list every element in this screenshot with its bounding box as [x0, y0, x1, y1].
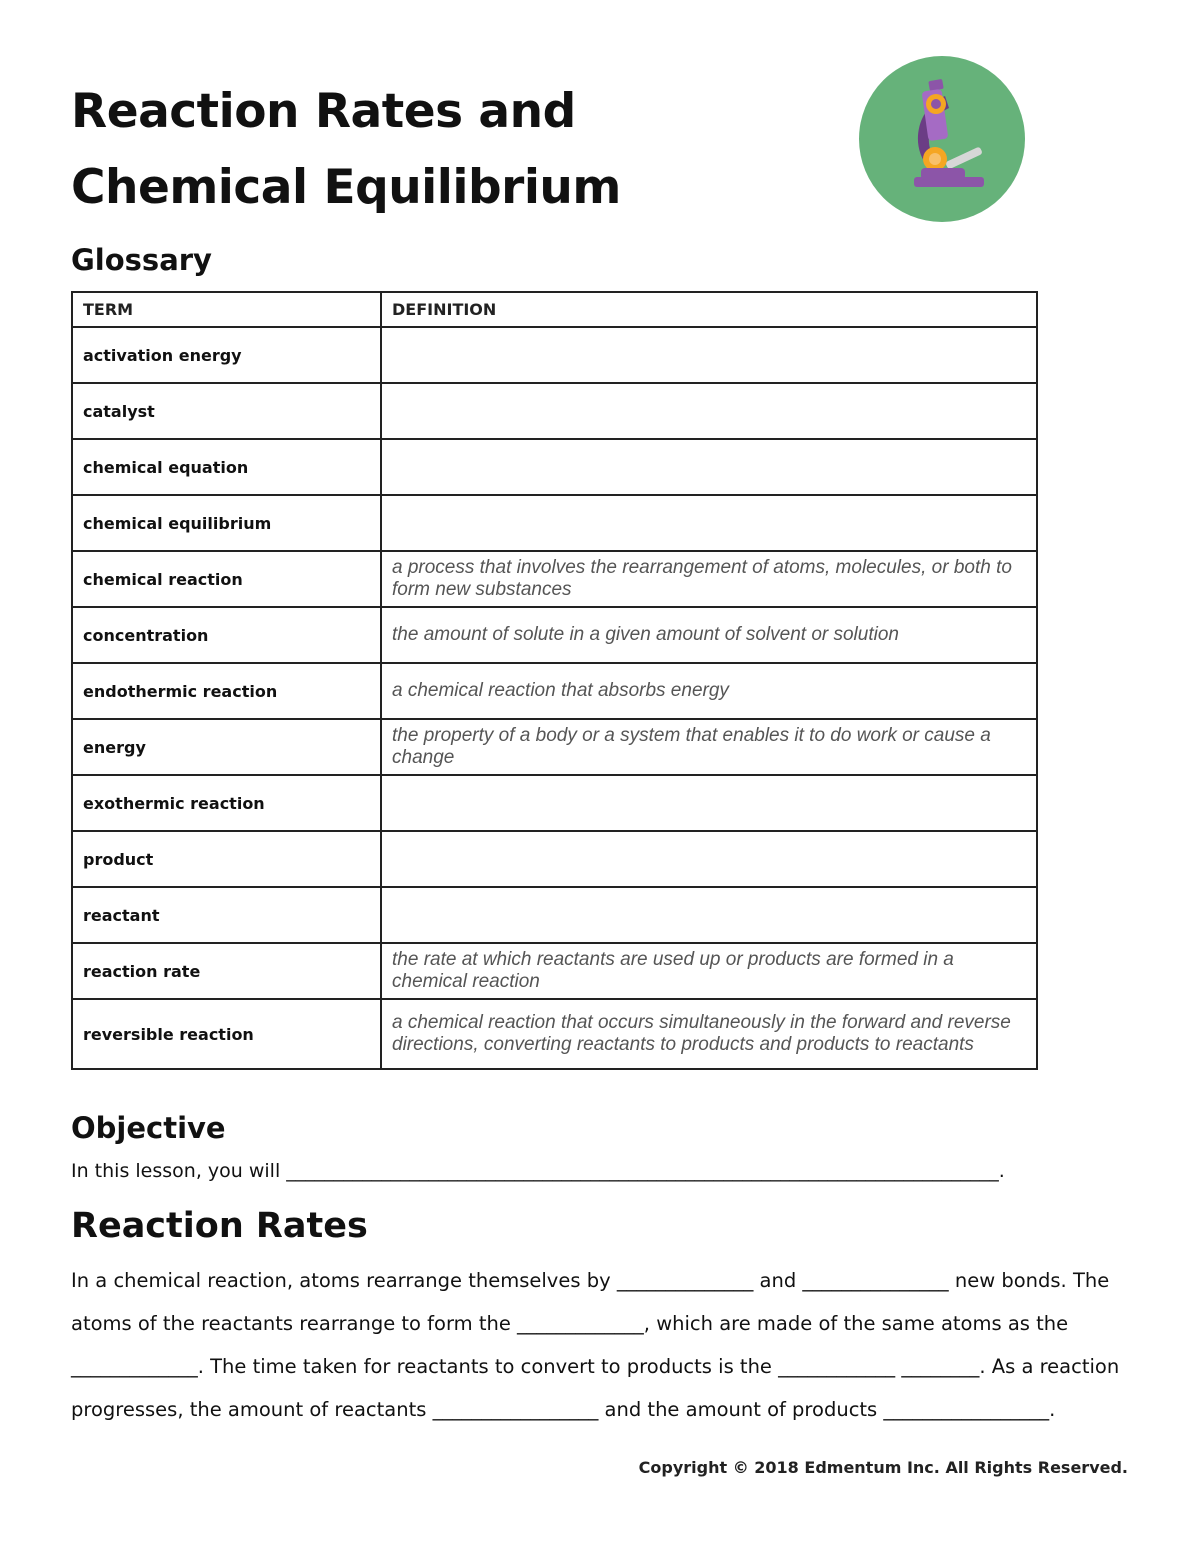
title-line-2: Chemical Equilibrium — [71, 160, 621, 215]
paragraph-text: In a chemical reaction, atoms rearrange themselves by — [71, 1269, 617, 1292]
definition-cell: a chemical reaction that absorbs energy — [381, 663, 1037, 719]
microscope-icon — [859, 56, 1025, 222]
objective-period: . — [998, 1160, 1005, 1182]
glossary-table — [71, 291, 1038, 1070]
term-cell: endothermic reaction — [72, 663, 381, 719]
table-row — [72, 663, 1037, 719]
paragraph-text: . As a reaction progresses, the amount of reactants — [71, 1355, 1120, 1421]
fill-in-blank[interactable]: _________________ — [883, 1398, 1050, 1421]
reaction-rates-paragraph — [71, 1259, 1141, 1431]
fill-in-blank[interactable]: ____________ — [778, 1355, 896, 1378]
definition-cell[interactable] — [381, 775, 1037, 831]
definition-cell[interactable] — [381, 887, 1037, 943]
definition-cell: a process that involves the rearrangement of atoms, molecules, or both to form new substances — [381, 551, 1037, 607]
objective-heading: Objective — [71, 1111, 226, 1145]
definition-cell[interactable] — [381, 327, 1037, 383]
definition-cell: the amount of solute in a given amount of solvent or solution — [381, 607, 1037, 663]
definition-cell[interactable] — [381, 831, 1037, 887]
column-header-definition: DEFINITION — [381, 292, 1037, 327]
table-row — [72, 495, 1037, 551]
table-row — [72, 439, 1037, 495]
definition-cell[interactable] — [381, 495, 1037, 551]
objective-blank[interactable]: ___________________________________________________________________________ — [286, 1160, 999, 1182]
definition-cell[interactable] — [381, 439, 1037, 495]
definition-cell[interactable] — [381, 383, 1037, 439]
table-row — [72, 831, 1037, 887]
title-line-1: Reaction Rates and — [71, 84, 576, 139]
glossary-heading: Glossary — [71, 243, 212, 277]
table-row — [72, 999, 1037, 1069]
reaction-rates-heading: Reaction Rates — [71, 1206, 368, 1246]
paragraph-text: . The time taken for reactants to convert to products is the — [197, 1355, 779, 1378]
column-header-term: TERM — [72, 292, 381, 327]
term-cell: reactant — [72, 887, 381, 943]
term-cell: energy — [72, 719, 381, 775]
term-cell: activation energy — [72, 327, 381, 383]
paragraph-text: , which are made of the same atoms as the — [643, 1312, 1069, 1335]
table-row — [72, 327, 1037, 383]
definition-cell: the rate at which reactants are used up or products are formed in a chemical reaction — [381, 943, 1037, 999]
term-cell: reversible reaction — [72, 999, 381, 1069]
paragraph-text: and the amount of products — [598, 1398, 884, 1421]
term-cell: concentration — [72, 607, 381, 663]
definition-cell: a chemical reaction that occurs simultaneously in the forward and reverse directions, converting reactants to products and products to reactants — [381, 999, 1037, 1069]
table-row — [72, 719, 1037, 775]
fill-in-blank[interactable]: ________ — [901, 1355, 980, 1378]
objective-sentence — [71, 1160, 1131, 1182]
term-cell: reaction rate — [72, 943, 381, 999]
term-cell: exothermic reaction — [72, 775, 381, 831]
term-cell: chemical equation — [72, 439, 381, 495]
term-cell: chemical reaction — [72, 551, 381, 607]
copyright-notice: Copyright © 2018 Edmentum Inc. All Rights Reserved. — [638, 1458, 1128, 1477]
objective-text: In this lesson, you will — [71, 1160, 287, 1182]
paragraph-text: new bonds. The atoms of the reactants rearrange to form the — [71, 1269, 1110, 1335]
table-row — [72, 943, 1037, 999]
paragraph-text: . — [1049, 1398, 1056, 1421]
fill-in-blank[interactable]: _____________ — [517, 1312, 644, 1335]
table-row — [72, 551, 1037, 607]
fill-in-blank[interactable]: _____________ — [71, 1355, 198, 1378]
term-cell: chemical equilibrium — [72, 495, 381, 551]
term-cell: catalyst — [72, 383, 381, 439]
definition-cell: the property of a body or a system that enables it to do work or cause a change — [381, 719, 1037, 775]
fill-in-blank[interactable]: _________________ — [432, 1398, 599, 1421]
table-row — [72, 887, 1037, 943]
table-row — [72, 607, 1037, 663]
fill-in-blank[interactable]: ______________ — [616, 1269, 754, 1292]
paragraph-text: and — [753, 1269, 803, 1292]
table-row — [72, 775, 1037, 831]
fill-in-blank[interactable]: _______________ — [802, 1269, 949, 1292]
table-row — [72, 383, 1037, 439]
term-cell: product — [72, 831, 381, 887]
page-title — [71, 74, 621, 226]
